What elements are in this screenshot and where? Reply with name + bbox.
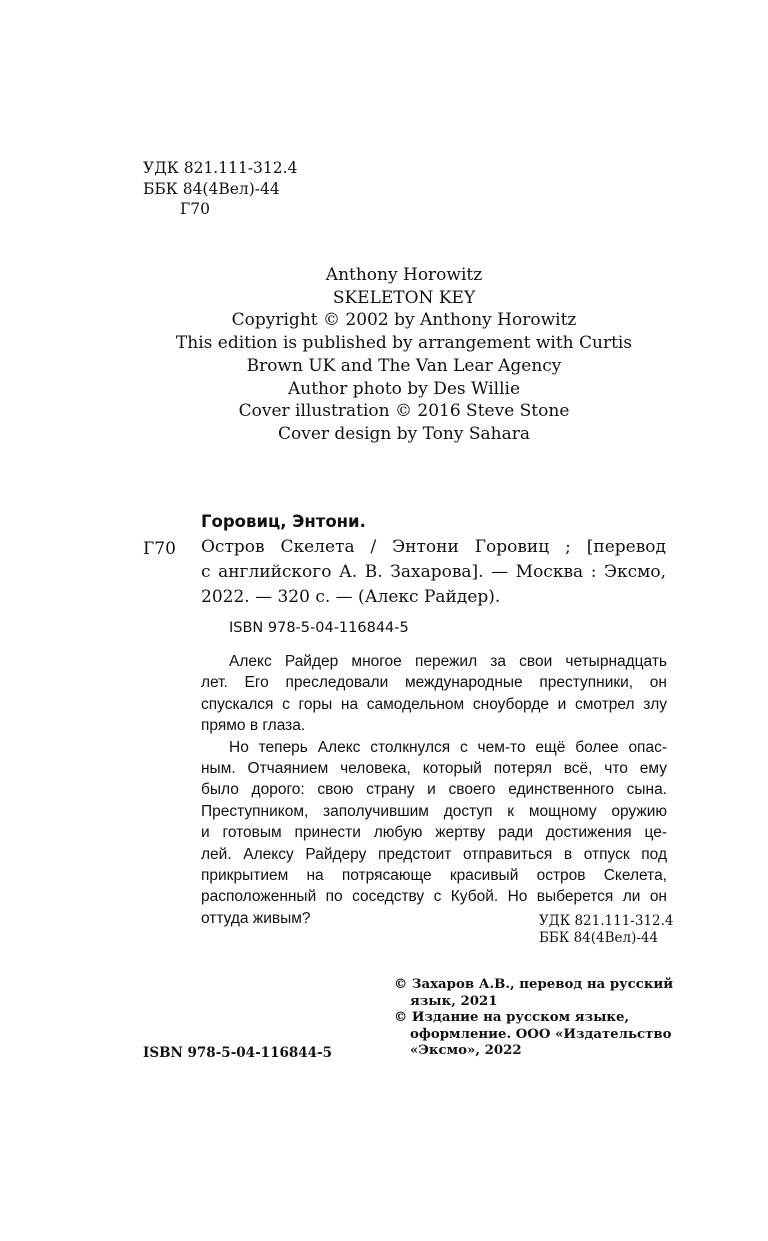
annotation-line: лет. Его преследовали международные преступники, он — [201, 674, 667, 692]
copyright-edition-cont: оформление. ООО «Издательство — [410, 1026, 672, 1042]
credit-copyright: Copyright © 2002 by Anthony Horowitz — [231, 310, 577, 331]
annotation-line: ным. Отчаянием человека, который потерял всё, что ему — [201, 760, 667, 778]
classification-bottom — [539, 913, 674, 946]
author-code: Г70 — [180, 200, 210, 218]
copyright-translation-cont: язык, 2021 — [410, 993, 498, 1009]
copyright-notice — [394, 977, 673, 1060]
bbk-code-bottom: ББК 84(4Вел)-44 — [539, 929, 659, 946]
annotation-line: Преступником, заполучившим доступ к мощному оружию — [201, 802, 667, 820]
bibliographic-line: с английского А. В. Захарова]. — Москва : Эксмо, — [201, 562, 666, 582]
copyright-edition: © Издание на русском языке, — [394, 1010, 630, 1025]
annotation-line: и готовым принести любую жертву ради достижения це- — [201, 824, 667, 842]
credit-author-photo: Author photo by Des Willie — [288, 378, 520, 399]
annotation-line: оттуда живым? — [201, 909, 311, 927]
credit-author: Anthony Horowitz — [325, 265, 483, 285]
annotation-line: Алекс Райдер многое пережил за свои четырнадцать — [229, 653, 667, 670]
isbn-bottom: ISBN 978-5-04-116844-5 — [143, 1045, 333, 1061]
english-credits — [0, 264, 768, 446]
credit-original-title: SKELETON KEY — [332, 287, 476, 308]
annotation-line: прикрытием на потрясающе красивый остров Скелета, — [201, 867, 667, 885]
copyright-edition-publisher: «Эксмо», 2022 — [410, 1043, 522, 1058]
credit-arrangement: This edition is published by arrangement with Curtis — [175, 333, 633, 354]
bibliographic-isbn: ISBN 978-5-04-116844-5 — [229, 620, 409, 636]
credit-arrangement-cont: Brown UK and The Van Lear Agency — [246, 355, 562, 376]
annotation — [201, 651, 667, 929]
credit-cover-design: Cover design by Tony Sahara — [277, 423, 530, 444]
udc-code: УДК 821.111-312.4 — [143, 159, 298, 177]
annotation-line: лей. Алексу Райдеру предстоит отправиться в отпуск под — [201, 845, 667, 863]
bibliographic-line: Остров Скелета / Энтони Горовиц ; [перевод — [201, 537, 666, 557]
copyright-translation: © Захаров А.В., перевод на русский — [394, 977, 674, 992]
classification-top — [143, 158, 297, 220]
bibliographic-code: Г70 — [143, 539, 176, 559]
bibliographic-line: 2022. — 320 с. — (Алекс Райдер). — [201, 587, 501, 607]
annotation-line: Но теперь Алекс столкнулся с чем-то ещё более опас- — [229, 738, 667, 756]
bibliographic-author: Горовиц, Энтони. — [201, 512, 366, 531]
udc-code-bottom: УДК 821.111-312.4 — [539, 913, 674, 929]
credit-cover-illustration: Cover illustration © 2016 Steve Stone — [238, 401, 570, 422]
bibliographic-description — [201, 535, 666, 610]
annotation-line: прямо в глаза. — [201, 717, 306, 735]
annotation-line: расположенный по соседству с Кубой. Но выберется ли он — [201, 888, 667, 906]
annotation-line: было дорого: свою страну и своего единственного сына. — [201, 781, 667, 799]
annotation-line: спускался с горы на самодельном сноуборде и смотрел злу — [201, 695, 667, 713]
bbk-code: ББК 84(4Вел)-44 — [143, 179, 280, 198]
